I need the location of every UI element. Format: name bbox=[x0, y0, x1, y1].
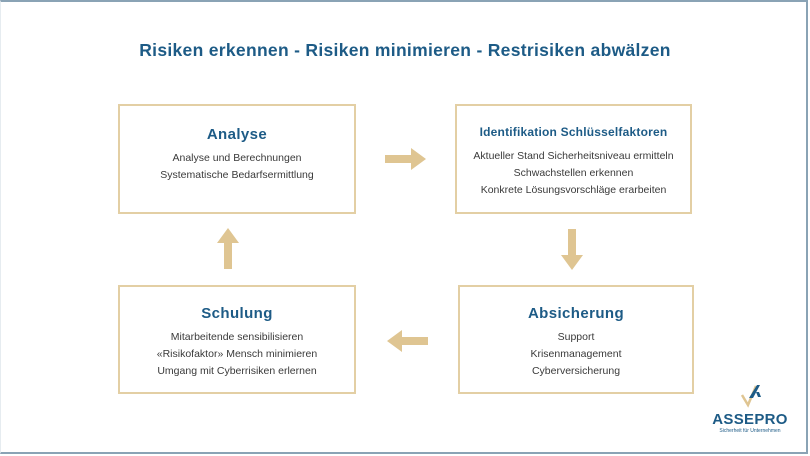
box-schulung bbox=[118, 285, 356, 394]
box-analyse bbox=[118, 104, 356, 214]
box-heading: Schulung bbox=[201, 305, 273, 322]
box-line: Krisenmanagement bbox=[530, 348, 622, 360]
box-line: Systematische Bedarfsermittlung bbox=[160, 169, 314, 181]
box-line: Schwachstellen erkennen bbox=[513, 167, 634, 179]
box-line: Aktueller Stand Sicherheitsniveau ermitteln bbox=[473, 150, 674, 162]
box-heading: Absicherung bbox=[527, 305, 625, 322]
page-title: Risiken erkennen - Risiken minimieren - Restrisiken abwälzen bbox=[139, 40, 671, 60]
box-identifikation bbox=[455, 104, 692, 214]
box-line: Umgang mit Cyberrisiken erlernen bbox=[157, 365, 317, 377]
arrow-left-icon bbox=[386, 330, 428, 352]
logo-tagline: Sicherheit für Unternehmen bbox=[719, 428, 781, 434]
assepro-logo bbox=[705, 382, 795, 434]
box-heading: Identifikation Schlüsselfaktoren bbox=[479, 125, 668, 139]
box-line: Konkrete Lösungsvorschläge erarbeiten bbox=[480, 184, 667, 196]
box-line: Cyberversicherung bbox=[531, 365, 621, 377]
arrow-up-icon bbox=[217, 227, 239, 269]
arrow-down-icon bbox=[561, 229, 583, 271]
logo-wordmark: ASSEPRO bbox=[712, 411, 788, 428]
box-absicherung bbox=[458, 285, 694, 394]
box-line: Mitarbeitende sensibilisieren bbox=[170, 331, 304, 343]
checkmark-logo-icon bbox=[737, 382, 763, 408]
box-line: «Risikofaktor» Mensch minimieren bbox=[156, 348, 318, 360]
box-line: Support bbox=[557, 331, 595, 343]
box-line: Analyse und Berechnungen bbox=[172, 152, 302, 164]
arrow-right-icon bbox=[385, 148, 427, 170]
box-heading: Analyse bbox=[206, 126, 268, 143]
